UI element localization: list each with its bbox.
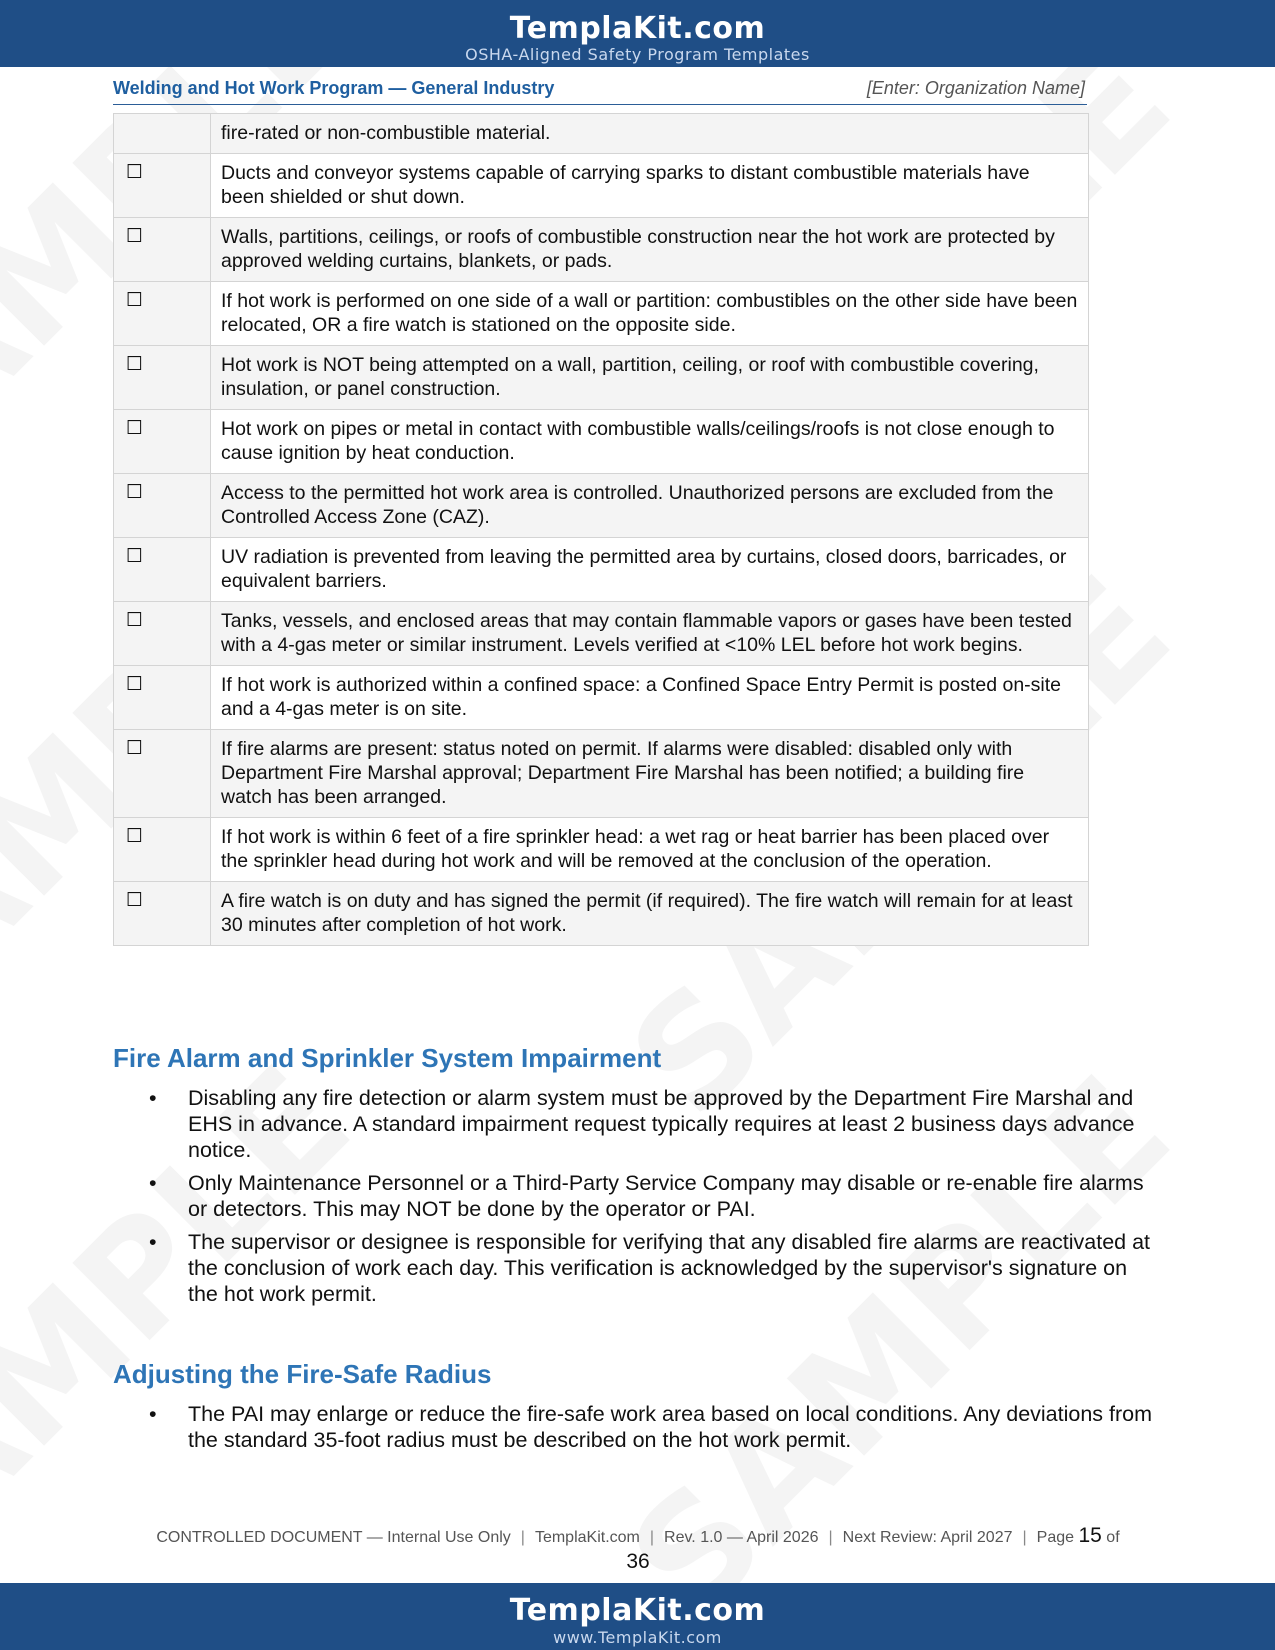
table-row (114, 346, 1089, 410)
footer-page-number: 15 (1078, 1524, 1102, 1547)
bullet-icon: • (149, 1402, 157, 1426)
checklist-item-text: UV radiation is prevented from leaving the permitted area by curtains, closed doors, barricades, or equivalent barriers. (211, 538, 1089, 602)
table-row (114, 882, 1089, 946)
page-footer (113, 1524, 1163, 1576)
checklist-item-text: A fire watch is on duty and has signed the permit (if required). The fire watch will remain for at least 30 minutes after completion of hot work. (211, 882, 1089, 946)
checkbox-icon[interactable]: ☐ (114, 818, 211, 882)
running-header (113, 78, 1087, 105)
checkbox-icon[interactable]: ☐ (114, 218, 211, 282)
hot-work-checklist-table (113, 113, 1089, 946)
table-row (114, 538, 1089, 602)
bullet-text: The supervisor or designee is responsible for verifying that any disabled fire alarms are reactivated at the conclusion of work each day. This verification is acknowledged by the supervisor's signature on the hot work permit. (188, 1230, 1151, 1306)
brand-tagline: OSHA-Aligned Safety Program Templates (465, 45, 810, 64)
checkbox-icon[interactable]: ☐ (114, 882, 211, 946)
checklist-item-text: If fire alarms are present: status noted on permit. If alarms were disabled: disabled only with Department Fire Marshal approval; Department Fire Marshal has been notified; a building fire watch has been arranged. (211, 730, 1089, 818)
list-item (113, 1085, 1153, 1163)
bullet-icon: • (149, 1086, 157, 1110)
table-row (114, 818, 1089, 882)
organization-name-placeholder: [Enter: Organization Name] (866, 78, 1085, 98)
footer-revision: Rev. 1.0 — April 2026 (664, 1529, 819, 1546)
list-item (113, 1170, 1153, 1222)
checklist-item-text: Hot work is NOT being attempted on a wall, partition, ceiling, or roof with combustible covering, insulation, or panel construction. (211, 346, 1089, 410)
checklist-item-text: fire-rated or non-combustible material. (211, 114, 1089, 154)
checkbox-icon[interactable] (114, 114, 211, 154)
checklist-item-text: Walls, partitions, ceilings, or roofs of combustible construction near the hot work are protected by approved welding curtains, blankets, or pads. (211, 218, 1089, 282)
checklist-item-text: If hot work is performed on one side of a wall or partition: combustibles on the other side have been relocated, OR a fire watch is stationed on the opposite side. (211, 282, 1089, 346)
footer-separator: | (649, 1529, 655, 1546)
checklist-item-text: Tanks, vessels, and enclosed areas that may contain flammable vapors or gases have been tested with a 4-gas meter or similar instrument. Levels verified at <10% LEL before hot work begins. (211, 602, 1089, 666)
footer-page-total: 36 (626, 1550, 650, 1573)
document-title: Welding and Hot Work Program — General Industry (113, 78, 555, 98)
checkbox-icon[interactable]: ☐ (114, 474, 211, 538)
table-row (114, 410, 1089, 474)
footer-of-label: of (1106, 1529, 1120, 1546)
checkbox-icon[interactable]: ☐ (114, 346, 211, 410)
top-banner (0, 0, 1275, 67)
footer-separator: | (1022, 1529, 1027, 1546)
bullet-text: Disabling any fire detection or alarm system must be approved by the Department Fire Marshal and EHS in advance. A standard impairment request typically requires at least 2 business days advance notice. (188, 1086, 1135, 1162)
table-row (114, 114, 1089, 154)
checkbox-icon[interactable]: ☐ (114, 538, 211, 602)
section-heading-fire-safe-radius: Adjusting the Fire-Safe Radius (113, 1359, 492, 1389)
table-row (114, 154, 1089, 218)
table-row (114, 474, 1089, 538)
brand-logo-text: TemplaKit.com (509, 1593, 766, 1628)
fire-alarm-bullet-list (113, 1085, 1153, 1314)
brand-url: www.TemplaKit.com (553, 1628, 722, 1647)
list-item (113, 1401, 1153, 1453)
checkbox-icon[interactable]: ☐ (114, 730, 211, 818)
checkbox-icon[interactable]: ☐ (114, 410, 211, 474)
table-row (114, 282, 1089, 346)
footer-separator: | (828, 1529, 833, 1546)
fire-safe-radius-bullet-list (113, 1401, 1153, 1460)
table-row (114, 730, 1089, 818)
footer-next-review: Next Review: April 2027 (842, 1529, 1013, 1546)
bottom-banner (0, 1583, 1275, 1650)
section-heading-fire-alarm: Fire Alarm and Sprinkler System Impairment (113, 1043, 662, 1073)
footer-controlled-document: CONTROLLED DOCUMENT — Internal Use Only (156, 1529, 511, 1546)
checkbox-icon[interactable]: ☐ (114, 282, 211, 346)
table-row (114, 602, 1089, 666)
checklist-item-text: Access to the permitted hot work area is controlled. Unauthorized persons are excluded from the Controlled Access Zone (CAZ). (211, 474, 1089, 538)
checkbox-icon[interactable]: ☐ (114, 154, 211, 218)
brand-logo-text: TemplaKit.com (509, 11, 766, 46)
checkbox-icon[interactable]: ☐ (114, 602, 211, 666)
checklist-item-text: Hot work on pipes or metal in contact with combustible walls/ceilings/roofs is not close enough to cause ignition by heat conduction. (211, 410, 1089, 474)
footer-page-label: Page (1036, 1529, 1075, 1546)
bullet-icon: • (149, 1171, 157, 1195)
bullet-text: Only Maintenance Personnel or a Third-Party Service Company may disable or re-enable fire alarms or detectors. This may NOT be done by the operator or PAI. (188, 1171, 1144, 1221)
checklist-item-text: Ducts and conveyor systems capable of carrying sparks to distant combustible materials have been shielded or shut down. (211, 154, 1089, 218)
checklist-item-text: If hot work is authorized within a confined space: a Confined Space Entry Permit is posted on-site and a 4-gas meter is on site. (211, 666, 1089, 730)
bullet-text: The PAI may enlarge or reduce the fire-safe work area based on local conditions. Any deviations from the standard 35-foot radius must be described on the hot work permit. (188, 1402, 1153, 1452)
bullet-icon: • (149, 1230, 157, 1254)
checkbox-icon[interactable]: ☐ (114, 666, 211, 730)
footer-separator: | (520, 1529, 525, 1546)
table-row (114, 666, 1089, 730)
table-row (114, 218, 1089, 282)
footer-site: TemplaKit.com (534, 1529, 640, 1546)
list-item (113, 1229, 1153, 1307)
checklist-item-text: If hot work is within 6 feet of a fire sprinkler head: a wet rag or heat barrier has been placed over the sprinkler head during hot work and will be removed at the conclusion of the operation. (211, 818, 1089, 882)
